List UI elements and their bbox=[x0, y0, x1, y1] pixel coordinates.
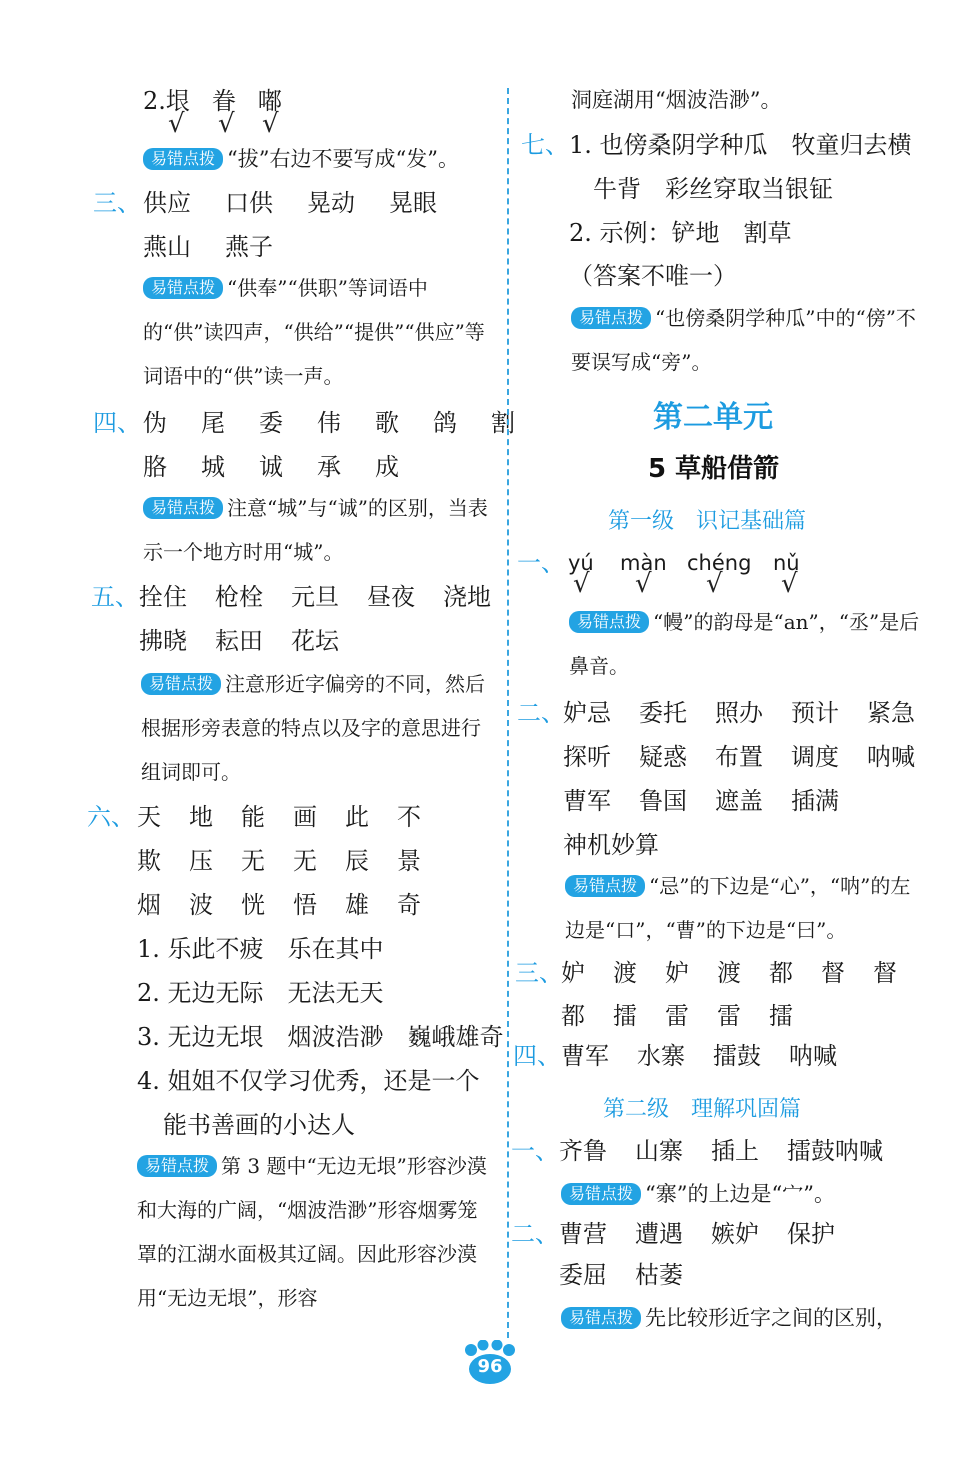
a2-line3 bbox=[563, 786, 839, 816]
word: 委 bbox=[259, 409, 283, 437]
q2-note: 易错点拨 “拔”右边不要写成“发”。 bbox=[143, 145, 459, 173]
word: 欺 bbox=[137, 847, 161, 875]
s3-note: 易错点拨 “供奉”“供职”等词语中的“供”读四声，“供给”“提供”“供应”等词语中的“供”读一声。 bbox=[143, 276, 485, 388]
pinyin-1: yú bbox=[568, 551, 594, 575]
a1-number: 一、 bbox=[517, 549, 565, 577]
tip-tag: 易错点拨 bbox=[569, 611, 649, 633]
pinyin-2: màn bbox=[620, 551, 667, 575]
check-mark-icon: √ bbox=[781, 569, 798, 599]
q2-char: 眷 bbox=[211, 87, 236, 115]
pinyin-3: chéng bbox=[687, 551, 752, 575]
word: 奇 bbox=[397, 891, 421, 919]
level-1-heading: 第一级 识记基础篇 bbox=[608, 509, 807, 534]
word: 元旦 bbox=[291, 583, 339, 611]
word: 晃动 bbox=[307, 189, 355, 217]
word: 遭遇 bbox=[635, 1220, 683, 1248]
tip-tag: 易错点拨 bbox=[143, 148, 223, 170]
word: 保护 bbox=[787, 1220, 835, 1248]
tip-tag: 易错点拨 bbox=[561, 1307, 641, 1329]
page-number: 96 bbox=[477, 1356, 503, 1377]
word: 呐喊 bbox=[789, 1042, 837, 1070]
s6-item-1: 1. 乐此不疲 乐在其中 bbox=[137, 935, 384, 963]
q2-line: 2.垠 眷 嘟 bbox=[143, 87, 282, 115]
b1-number: 一、 bbox=[511, 1137, 559, 1165]
b2-number: 二、 bbox=[511, 1220, 559, 1248]
word: 波 bbox=[189, 891, 213, 919]
s3-line2 bbox=[143, 232, 273, 262]
word: 诚 bbox=[259, 453, 283, 481]
continued-line: 洞庭湖用“烟波浩渺”。 bbox=[571, 88, 782, 112]
s7-note: 易错点拨 “也傍桑阴学种瓜”中的“傍”不要误写成“旁”。 bbox=[571, 306, 916, 374]
word: 插上 bbox=[711, 1137, 759, 1165]
a3-line2 bbox=[561, 1001, 793, 1031]
word: 都 bbox=[769, 959, 793, 987]
a2-line2 bbox=[563, 742, 915, 772]
word: 伪 bbox=[143, 409, 167, 437]
word: 天 bbox=[137, 803, 161, 831]
tip-tag: 易错点拨 bbox=[571, 307, 651, 329]
word: 昼夜 bbox=[367, 583, 415, 611]
word: 尾 bbox=[201, 409, 225, 437]
word: 山寨 bbox=[635, 1137, 683, 1165]
s6-item-2: 2. 无边无际 无法无天 bbox=[137, 979, 384, 1007]
word: 妒 bbox=[665, 959, 689, 987]
s7-line1: 1. 也傍桑阴学种瓜 牧童归去横 bbox=[569, 131, 912, 159]
check-mark-icon: √ bbox=[262, 109, 279, 139]
section-number-5: 五、 bbox=[91, 583, 139, 611]
section-number-3: 三、 bbox=[93, 189, 141, 217]
check-mark-icon: √ bbox=[168, 109, 185, 139]
q2-char: 垠 bbox=[165, 87, 190, 115]
word: 辰 bbox=[345, 847, 369, 875]
a3-number: 三、 bbox=[515, 959, 563, 987]
a2-line1 bbox=[563, 698, 915, 728]
section-number-6: 六、 bbox=[87, 803, 135, 831]
word: 插满 bbox=[791, 787, 839, 815]
word: 画 bbox=[293, 803, 317, 831]
b2-line1 bbox=[559, 1219, 835, 1249]
word: 燕子 bbox=[225, 233, 273, 261]
word: 渡 bbox=[717, 959, 741, 987]
word: 雷 bbox=[717, 1002, 741, 1030]
b1-note: 易错点拨 “寨”的上边是“宀”。 bbox=[561, 1180, 835, 1208]
word: 曹军 bbox=[563, 787, 611, 815]
word: 耘田 bbox=[215, 627, 263, 655]
q2-char: 嘟 bbox=[257, 87, 282, 115]
word: 鸽 bbox=[433, 409, 457, 437]
word: 口供 bbox=[225, 189, 273, 217]
s6-row1 bbox=[137, 802, 421, 832]
word: 拂晓 bbox=[139, 627, 187, 655]
word: 擂鼓呐喊 bbox=[787, 1137, 883, 1165]
word: 枯萎 bbox=[635, 1261, 683, 1289]
s7-line2: 牛背 彩丝穿取当银钲 bbox=[593, 175, 833, 203]
word: 渡 bbox=[613, 959, 637, 987]
word: 悟 bbox=[293, 891, 317, 919]
unit-title: 第二单元 bbox=[653, 400, 773, 435]
b2-note: 易错点拨 先比较形近字之间的区别， bbox=[561, 1304, 897, 1332]
word: 晃眼 bbox=[389, 189, 437, 217]
s7-line3: 2. 示例：铲地 割草 bbox=[569, 219, 792, 247]
section-number-7: 七、 bbox=[521, 131, 569, 159]
a2-number: 二、 bbox=[517, 699, 565, 727]
tip-tag: 易错点拨 bbox=[141, 673, 221, 695]
word: 雷 bbox=[665, 1002, 689, 1030]
a1-note: 易错点拨 “幔”的韵母是“an”，“丞”是后鼻音。 bbox=[569, 610, 920, 678]
word: 齐鲁 bbox=[559, 1137, 607, 1165]
column-divider bbox=[507, 88, 509, 1338]
word: 拴住 bbox=[139, 583, 187, 611]
s4-note: 易错点拨 注意“城”与“诚”的区别，当表示一个地方时用“城”。 bbox=[143, 496, 488, 564]
word: 擂 bbox=[613, 1002, 637, 1030]
b1-line1 bbox=[559, 1136, 883, 1166]
s5-line1 bbox=[139, 582, 491, 612]
s6-row2 bbox=[137, 846, 421, 876]
level-2-heading: 第二级 理解巩固篇 bbox=[603, 1097, 802, 1122]
word: 景 bbox=[397, 847, 421, 875]
word: 遮盖 bbox=[715, 787, 763, 815]
word: 无 bbox=[241, 847, 265, 875]
word: 雄 bbox=[345, 891, 369, 919]
s5-note: 易错点拨 注意形近字偏旁的不同，然后根据形旁表意的特点以及字的意思进行组词即可。 bbox=[141, 672, 486, 784]
word: 神机妙算 bbox=[563, 831, 659, 859]
word: 割 bbox=[491, 409, 515, 437]
tip-tag: 易错点拨 bbox=[143, 497, 223, 519]
word: 地 bbox=[189, 803, 213, 831]
word: 能 bbox=[241, 803, 265, 831]
s4-line2 bbox=[143, 452, 399, 482]
word: 调度 bbox=[791, 743, 839, 771]
a4-number: 四、 bbox=[513, 1042, 561, 1070]
s3-line1 bbox=[143, 188, 437, 218]
word: 都 bbox=[561, 1002, 585, 1030]
tip-tag: 易错点拨 bbox=[565, 875, 645, 897]
word: 探听 bbox=[563, 743, 611, 771]
s6-row3 bbox=[137, 890, 421, 920]
word: 督 bbox=[873, 959, 897, 987]
lesson-title: 5 草船借箭 bbox=[648, 454, 780, 484]
word: 伟 bbox=[317, 409, 341, 437]
word: 烟 bbox=[137, 891, 161, 919]
word: 预计 bbox=[791, 699, 839, 727]
word: 此 bbox=[345, 803, 369, 831]
word: 承 bbox=[317, 453, 341, 481]
word: 呐喊 bbox=[867, 743, 915, 771]
word: 鲁国 bbox=[639, 787, 687, 815]
word: 妒忌 bbox=[563, 699, 611, 727]
tip-tag: 易错点拨 bbox=[561, 1183, 641, 1205]
check-mark-icon: √ bbox=[635, 569, 652, 599]
word: 压 bbox=[189, 847, 213, 875]
word: 照办 bbox=[715, 699, 763, 727]
word: 供应 bbox=[143, 189, 191, 217]
tip-tag: 易错点拨 bbox=[137, 1155, 217, 1177]
word: 擂鼓 bbox=[713, 1042, 761, 1070]
s6-item-4-cont: 能书善画的小达人 bbox=[163, 1111, 355, 1139]
word: 布置 bbox=[715, 743, 763, 771]
word: 委屈 bbox=[559, 1261, 607, 1289]
word: 歌 bbox=[375, 409, 399, 437]
b2-line2 bbox=[559, 1260, 683, 1290]
check-mark-icon: √ bbox=[573, 569, 590, 599]
word: 花坛 bbox=[291, 627, 339, 655]
word: 紧急 bbox=[867, 699, 915, 727]
word: 曹营 bbox=[559, 1220, 607, 1248]
word: 督 bbox=[821, 959, 845, 987]
word: 疑惑 bbox=[639, 743, 687, 771]
word: 擂 bbox=[769, 1002, 793, 1030]
a2-line4 bbox=[563, 830, 659, 860]
s7-line4: （答案不唯一） bbox=[569, 262, 737, 290]
word: 曹军 bbox=[561, 1042, 609, 1070]
s4-line1 bbox=[143, 408, 515, 438]
check-mark-icon: √ bbox=[706, 569, 723, 599]
word: 城 bbox=[201, 453, 225, 481]
word: 胳 bbox=[143, 453, 167, 481]
page-number-badge bbox=[461, 1340, 519, 1386]
word: 燕山 bbox=[143, 233, 191, 261]
a4-line1 bbox=[561, 1041, 837, 1071]
s5-line2 bbox=[139, 626, 339, 656]
word: 无 bbox=[293, 847, 317, 875]
s6-item-4: 4. 姐姐不仅学习优秀，还是一个 bbox=[137, 1067, 480, 1095]
word: 嫉妒 bbox=[711, 1220, 759, 1248]
pinyin-4: nǔ bbox=[773, 551, 800, 575]
section-number-4: 四、 bbox=[93, 409, 141, 437]
word: 成 bbox=[375, 453, 399, 481]
a2-note: 易错点拨 “忌”的下边是“心”，“呐”的左边是“口”，“曹”的下边是“曰”。 bbox=[565, 874, 911, 942]
word: 枪栓 bbox=[215, 583, 263, 611]
word: 妒 bbox=[561, 959, 585, 987]
s6-item-3: 3. 无边无垠 烟波浩渺 巍峨雄奇 bbox=[137, 1023, 504, 1051]
word: 不 bbox=[397, 803, 421, 831]
s6-note: 易错点拨 第 3 题中“无边无垠”形容沙漠和大海的广阔，“烟波浩渺”形容烟雾笼罩的江湖水面极其辽阔。因此形容沙漠用“无边无垠”，形容 bbox=[137, 1154, 487, 1310]
word: 恍 bbox=[241, 891, 265, 919]
word: 浇地 bbox=[443, 583, 491, 611]
word: 委托 bbox=[639, 699, 687, 727]
word: 水寨 bbox=[637, 1042, 685, 1070]
tip-tag: 易错点拨 bbox=[143, 277, 223, 299]
check-mark-icon: √ bbox=[218, 109, 235, 139]
a3-line1 bbox=[561, 958, 897, 988]
